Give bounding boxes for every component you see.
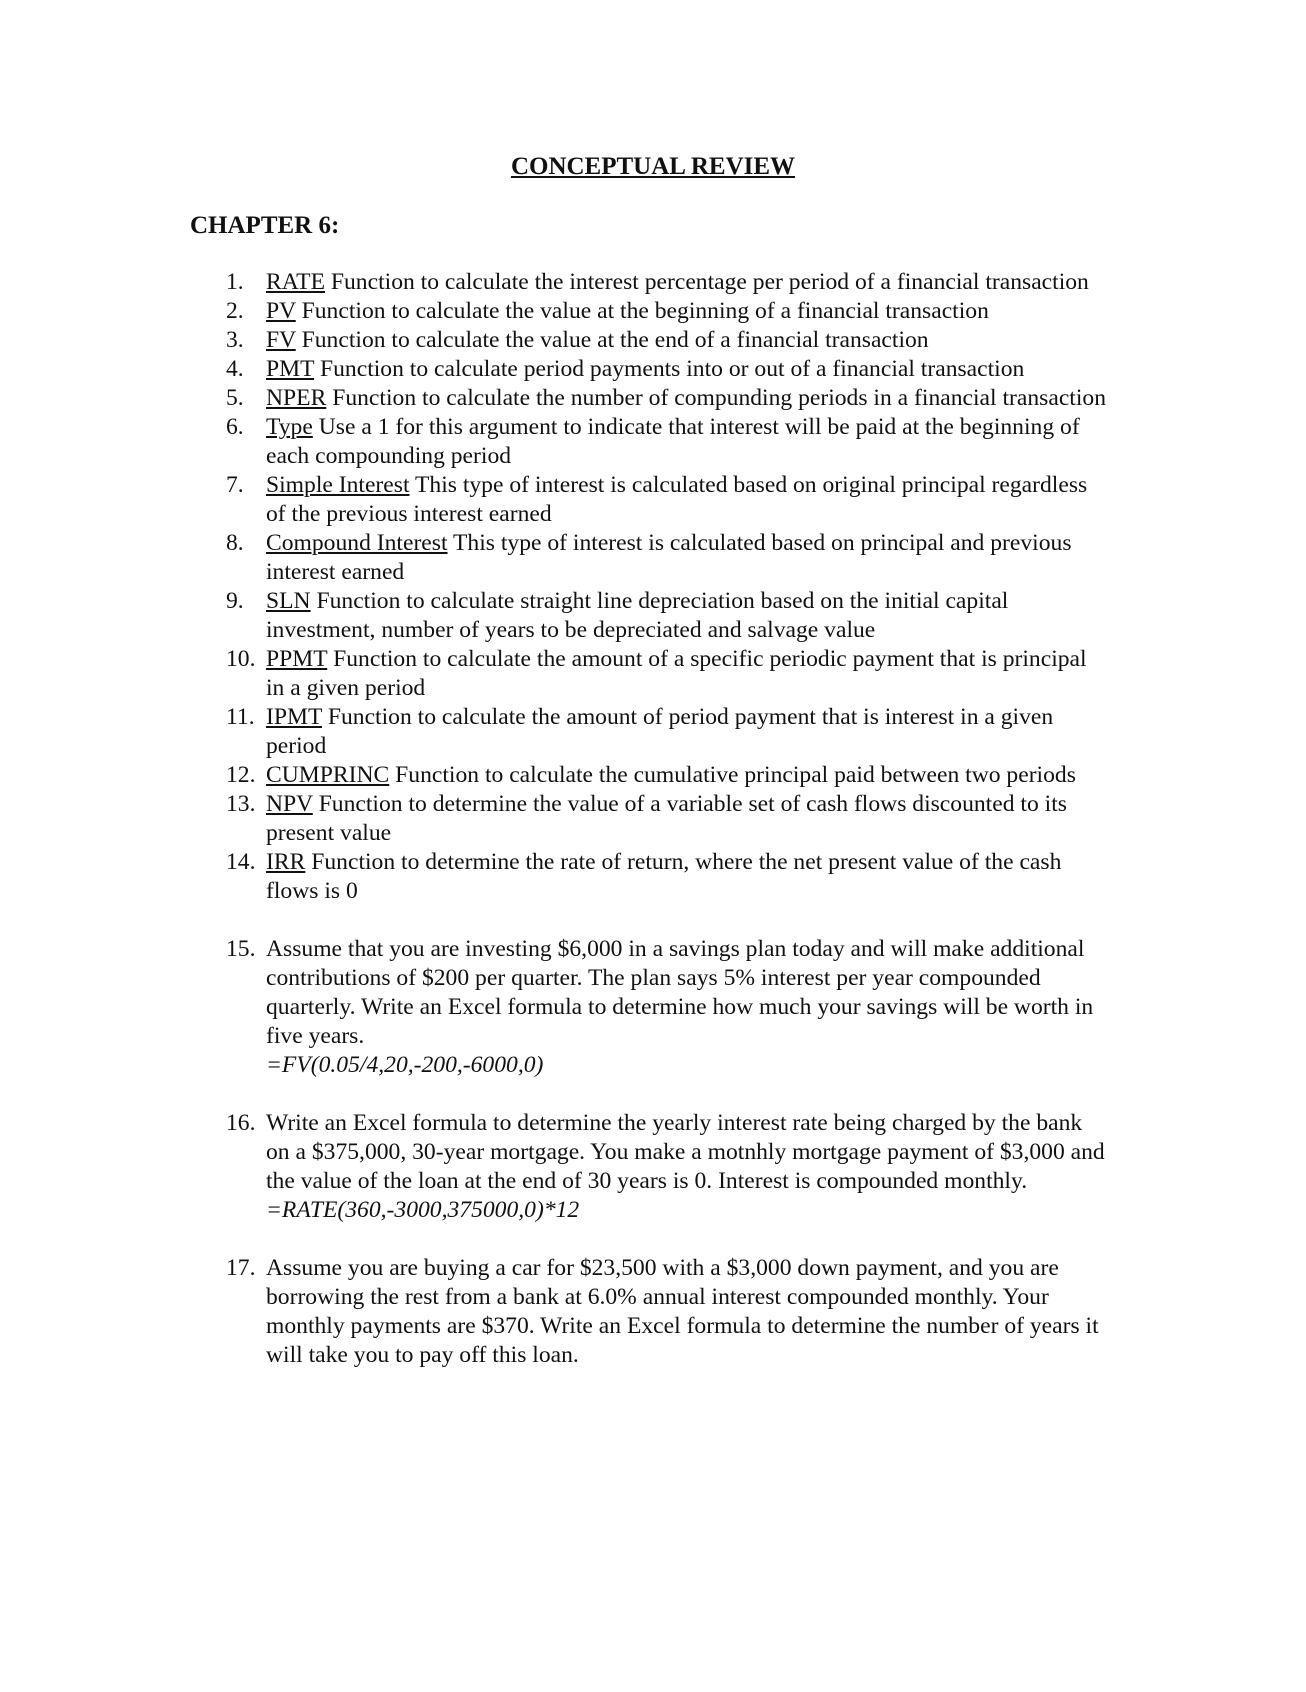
list-item xyxy=(226,645,1106,703)
list-item xyxy=(226,355,1106,384)
item-number: 9. xyxy=(226,588,244,614)
question-text: Assume that you are investing $6,000 in a savings plan today and will make additional contributions of $200 per quarter. The plan says 5% interest per year compounded quarterly. Write an Excel formula to determine how much your savings will be worth in five years. xyxy=(266,936,1094,1049)
item-term: RATE xyxy=(266,269,325,295)
list-item xyxy=(226,413,1106,471)
question-item xyxy=(226,935,1106,1080)
item-description: Function to calculate the number of compunding periods in a financial transaction xyxy=(332,385,1106,411)
item-number: 13. xyxy=(226,791,256,817)
question-item xyxy=(226,1254,1106,1370)
item-description: Function to calculate the value at the end of a financial transaction xyxy=(301,327,929,353)
item-number: 11. xyxy=(226,704,255,730)
item-number: 14. xyxy=(226,849,256,875)
page-title: CONCEPTUAL REVIEW xyxy=(510,153,796,180)
item-description: Function to calculate the cumulative principal paid between two periods xyxy=(395,762,1076,788)
item-term: IPMT xyxy=(266,704,322,730)
item-term: Simple Interest xyxy=(266,472,410,498)
item-number: 15. xyxy=(226,936,256,962)
item-number: 1. xyxy=(226,269,244,295)
item-number: 16. xyxy=(226,1110,256,1136)
item-description: Function to determine the value of a variable set of cash flows discounted to its present value xyxy=(266,791,1067,846)
list-item xyxy=(226,790,1106,848)
item-term: PV xyxy=(266,298,296,324)
item-term: NPER xyxy=(266,385,327,411)
item-description: Function to calculate straight line depreciation based on the initial capital investment, number of years to be depreciated and salvage value xyxy=(266,588,1009,643)
item-description: Function to calculate the amount of a specific periodic payment that is principal in a given period xyxy=(266,646,1087,701)
item-term: PMT xyxy=(266,356,315,382)
answer-formula: =RATE(360,-3000,375000,0)*12 xyxy=(266,1197,580,1223)
item-number: 17. xyxy=(226,1255,256,1281)
item-number: 7. xyxy=(226,472,244,498)
item-number: 3. xyxy=(226,327,244,353)
item-number: 12. xyxy=(226,762,256,788)
item-description: Function to calculate the value at the beginning of a financial transaction xyxy=(301,298,989,324)
item-number: 10. xyxy=(226,646,256,672)
item-number: 6. xyxy=(226,414,244,440)
item-description: This type of interest is calculated based on original principal regardless of the previous interest earned xyxy=(266,472,1088,527)
list-item xyxy=(226,384,1106,413)
answer-formula: =FV(0.05/4,20,-200,-6000,0) xyxy=(266,1052,544,1078)
item-description: Function to determine the rate of return, where the net present value of the cash flows is 0 xyxy=(266,849,1062,904)
item-description: Use a 1 for this argument to indicate that interest will be paid at the beginning of each compounding period xyxy=(266,414,1080,469)
item-number: 5. xyxy=(226,385,244,411)
question-item xyxy=(226,1109,1106,1225)
item-description: Function to calculate period payments into or out of a financial transaction xyxy=(320,356,1025,382)
list-item xyxy=(226,297,1106,326)
list-item xyxy=(226,848,1106,906)
list-item xyxy=(226,761,1106,790)
list-item xyxy=(226,268,1106,297)
list-item xyxy=(226,587,1106,645)
item-term: FV xyxy=(266,327,296,353)
question-text: Write an Excel formula to determine the yearly interest rate being charged by the bank on a $375,000, 30-year mortgage. You make a motnhly mortgage payment of $3,000 and the value of the loan at the end of 30 years is 0. Interest is compounded monthly. xyxy=(266,1110,1105,1194)
item-description: Function to calculate the interest percentage per period of a financial transaction xyxy=(330,269,1089,295)
item-term: Type xyxy=(266,414,313,440)
question-text: Assume you are buying a car for $23,500 with a $3,000 down payment, and you are borrowing the rest from a bank at 6.0% annual interest compounded monthly. Your monthly payments are $370. Write an Excel formula to determine the number of years it will take you to pay off this loan. xyxy=(266,1255,1099,1368)
item-term: IRR xyxy=(266,849,306,875)
item-term: PPMT xyxy=(266,646,328,672)
item-term: Compound Interest xyxy=(266,530,448,556)
list-item xyxy=(226,529,1106,587)
item-number: 2. xyxy=(226,298,244,324)
item-term: CUMPRINC xyxy=(266,762,390,788)
list-item xyxy=(226,326,1106,355)
item-description: Function to calculate the amount of period payment that is interest in a given period xyxy=(266,704,1054,759)
chapter-heading: CHAPTER 6: xyxy=(190,212,340,239)
item-number: 4. xyxy=(226,356,244,382)
item-term: NPV xyxy=(266,791,313,817)
review-list xyxy=(226,268,1106,1370)
list-item xyxy=(226,471,1106,529)
item-term: SLN xyxy=(266,588,311,614)
item-number: 8. xyxy=(226,530,244,556)
list-item xyxy=(226,703,1106,761)
item-description: This type of interest is calculated based on principal and previous interest earned xyxy=(266,530,1072,585)
